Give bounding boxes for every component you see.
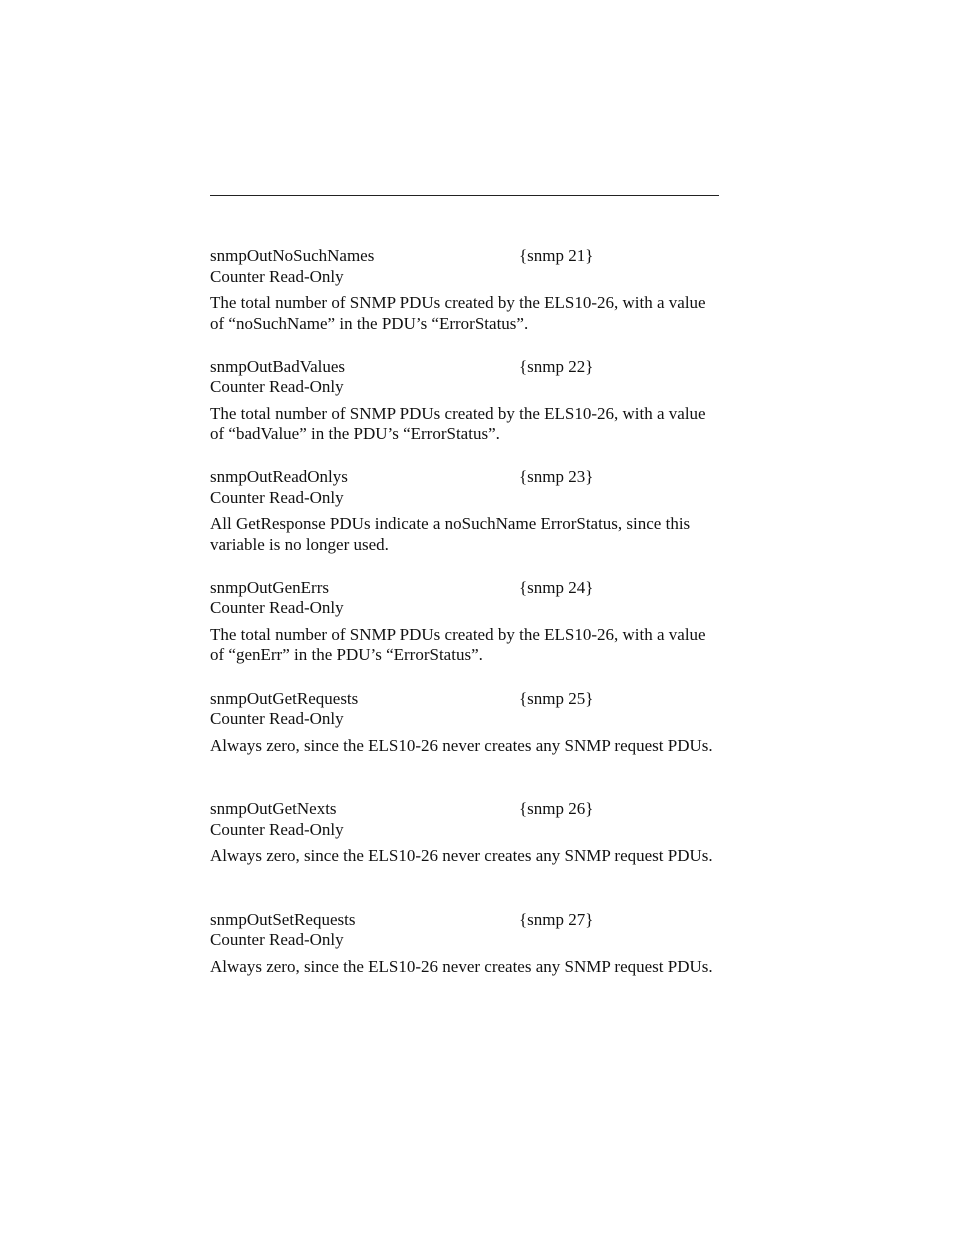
entry-description: All GetResponse PDUs indicate a noSuchName ErrorStatus, since this variable is no longer used. [210,514,691,554]
mib-entry [210,467,720,578]
entry-description: Always zero, since the ELS10-26 never creates any SNMP request PDUs. [210,846,713,866]
entry-name: snmpOutBadValues [210,356,346,376]
entry-type: Counter Read-Only [210,266,344,286]
entry-name: snmpOutNoSuchNames [210,246,375,265]
entry-oid: {snmp 22} [519,356,594,376]
entry-header [210,910,720,931]
entry-description: Always zero, since the ELS10-26 never creates any SNMP request PDUs. [210,956,713,976]
entry-header [210,246,720,267]
entry-type: Counter Read-Only [210,930,344,950]
entry-header [210,467,720,488]
entry-type: Counter Read-Only [210,487,344,507]
entry-description: Always zero, since the ELS10-26 never creates any SNMP request PDUs. [210,735,713,755]
entry-type: Counter Read-Only [210,377,344,397]
entry-type: Counter Read-Only [210,709,344,729]
mib-entry [210,799,720,910]
mib-entry [210,910,720,1021]
entry-name: snmpOutGetRequests [210,688,359,708]
entry-description: The total number of SNMP PDUs created by the ELS10-26, with a value of “genErr” in the PDU’s “ErrorStatus”. [210,624,706,665]
mib-entry [210,689,720,800]
entry-oid: {snmp 21} [519,246,594,265]
entry-oid: {snmp 24} [519,577,594,597]
entry-type: Counter Read-Only [210,819,344,839]
entry-header [210,578,720,599]
entry-description: The total number of SNMP PDUs created by the ELS10-26, with a value of “noSuchName” in the PDU’s “ErrorStatus”. [210,293,706,333]
entry-oid: {snmp 25} [519,688,594,708]
mib-entry [210,578,720,689]
entry-header [210,799,720,820]
entry-oid: {snmp 27} [519,909,594,929]
mib-entry [210,246,720,357]
entry-name: snmpOutGetNexts [210,799,337,819]
entry-header [210,689,720,710]
entry-oid: {snmp 23} [519,467,594,487]
mib-entry [210,357,720,468]
entry-name: snmpOutReadOnlys [210,467,348,487]
header-rule [210,195,719,196]
entry-name: snmpOutGenErrs [210,577,329,597]
entry-oid: {snmp 26} [519,799,594,819]
entry-header [210,357,720,378]
mib-entry-list [210,246,720,1020]
entry-description: The total number of SNMP PDUs created by the ELS10-26, with a value of “badValue” in the PDU’s “ErrorStatus”. [210,403,706,444]
entry-name: snmpOutSetRequests [210,909,356,929]
entry-type: Counter Read-Only [210,598,344,618]
